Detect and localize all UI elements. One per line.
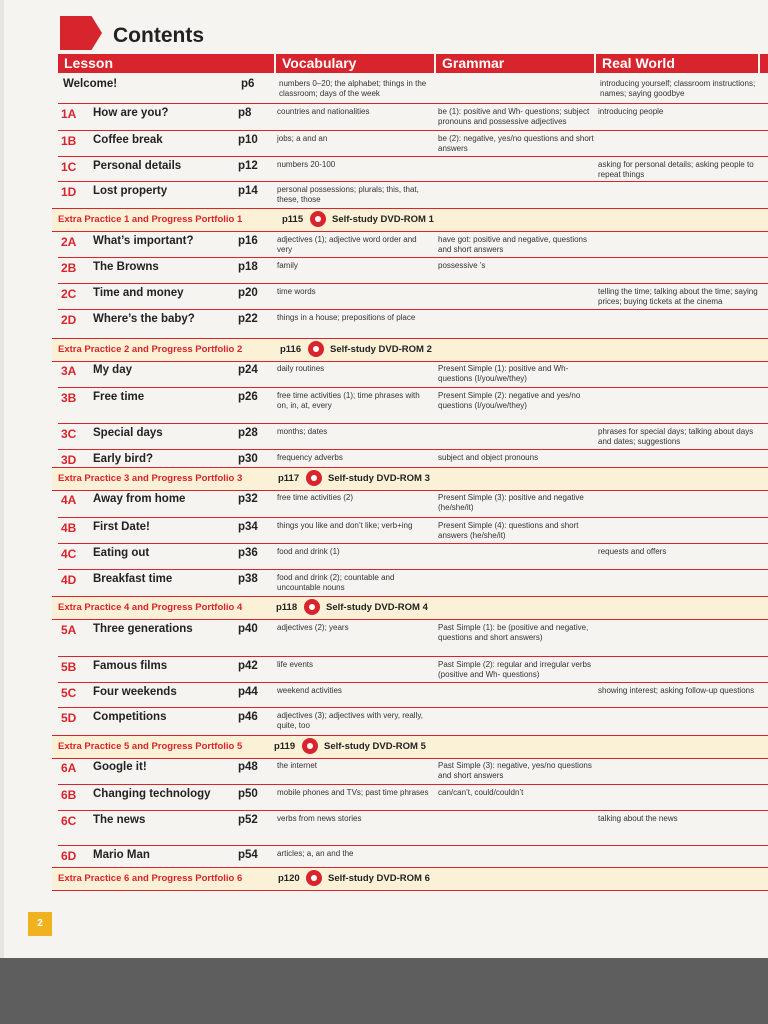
- lesson-code: 6C: [61, 814, 77, 828]
- lesson-name: Time and money: [93, 287, 184, 299]
- extra-practice-page: p119: [274, 741, 296, 752]
- lesson-grammar: Present Simple (2): negative and yes/no questions (I/you/we/they): [438, 391, 581, 410]
- lesson-real-world: telling the time; talking about the time; saying prices; buying tickets at the cinema: [598, 287, 758, 306]
- lesson-page: p48: [238, 761, 258, 773]
- lesson-name: Free time: [93, 391, 145, 403]
- lesson-page: p18: [238, 261, 258, 273]
- lesson-row: [55, 785, 768, 811]
- lesson-code: 1A: [61, 107, 77, 121]
- lesson-row: [55, 361, 768, 387]
- extra-practice-label: Extra Practice 5 and Progress Portfolio 5: [58, 741, 243, 752]
- lesson-code: 2A: [61, 235, 77, 249]
- lesson-code: 6B: [61, 788, 77, 802]
- lesson-name: Lost property: [93, 185, 168, 197]
- lesson-code: 5C: [61, 686, 77, 700]
- lesson-name: Breakfast time: [93, 573, 173, 585]
- lesson-row: [55, 424, 768, 450]
- extra-practice-page: p118: [276, 602, 298, 613]
- lesson-name: First Date!: [93, 521, 150, 533]
- lesson-page: p50: [238, 788, 258, 800]
- lesson-grammar: Present Simple (1): positive and Wh- questions (I/you/we/they): [438, 364, 569, 383]
- lesson-name: Competitions: [93, 711, 167, 723]
- lesson-real-world: introducing people: [598, 107, 664, 116]
- lesson-name: What’s important?: [93, 235, 194, 247]
- extra-practice-bar: [52, 208, 768, 232]
- lesson-vocabulary: food and drink (1): [277, 547, 340, 556]
- lesson-grammar: have got: positive and negative, questions and short answers: [438, 235, 587, 254]
- lesson-code: 2C: [61, 287, 77, 301]
- self-study-dvd-label: Self-study DVD-ROM 1: [332, 214, 434, 225]
- lesson-vocabulary: food and drink (2); countable and uncountable nouns: [277, 573, 395, 592]
- lesson-page: p30: [238, 453, 258, 465]
- page-title: Contents: [113, 24, 204, 47]
- lesson-page: p34: [238, 521, 258, 533]
- extra-practice-page: p116: [280, 344, 302, 355]
- lesson-page: p32: [238, 493, 258, 505]
- lesson-vocabulary: things in a house; prepositions of place: [277, 313, 416, 322]
- lesson-row: [55, 104, 768, 130]
- lesson-vocabulary: free time activities (2): [277, 493, 354, 502]
- lesson-page: p8: [238, 107, 252, 119]
- lesson-name: Special days: [93, 427, 163, 439]
- extra-practice-bar: [52, 338, 768, 362]
- lesson-vocabulary: weekend activities: [277, 686, 342, 695]
- self-study-dvd-label: Self-study DVD-ROM 4: [326, 602, 428, 613]
- lesson-code: 2B: [61, 261, 77, 275]
- extra-practice-label: Extra Practice 2 and Progress Portfolio 2: [58, 344, 243, 355]
- lesson-grammar: Present Simple (3): positive and negative (he/she/it): [438, 493, 584, 512]
- dvd-icon: [302, 738, 318, 754]
- lesson-real-world: talking about the news: [598, 814, 678, 823]
- lesson-row: [55, 811, 768, 837]
- lesson-code: 6A: [61, 761, 77, 775]
- lesson-page: p12: [238, 160, 258, 172]
- lesson-grammar: be (1): positive and Wh- questions; subject pronouns and possessive adjectives: [438, 107, 590, 126]
- lesson-code: 1C: [61, 160, 77, 174]
- lesson-name: My day: [93, 364, 132, 376]
- extra-practice-label: Extra Practice 3 and Progress Portfolio 3: [58, 473, 243, 484]
- scanner-background: [0, 958, 768, 1024]
- lesson-vocabulary: articles; a, an and the: [277, 849, 354, 858]
- lesson-row: [55, 388, 768, 414]
- lesson-grammar: subject and object pronouns: [438, 453, 539, 462]
- lesson-vocabulary: daily routines: [277, 364, 325, 373]
- extra-practice-page: p117: [278, 473, 300, 484]
- lesson-vocabulary: life events: [277, 660, 314, 669]
- lesson-name: The Browns: [93, 261, 159, 273]
- lesson-page: p42: [238, 660, 258, 672]
- lesson-row: [55, 620, 768, 646]
- lesson-name: Where’s the baby?: [93, 313, 195, 325]
- lesson-vocabulary: adjectives (2); years: [277, 623, 349, 632]
- dvd-icon: [308, 341, 324, 357]
- lesson-name: Away from home: [93, 493, 186, 505]
- lesson-name: Famous films: [93, 660, 168, 672]
- self-study-dvd-label: Self-study DVD-ROM 3: [328, 473, 430, 484]
- lesson-vocabulary: the internet: [277, 761, 318, 770]
- lesson-page: p10: [238, 134, 258, 146]
- lesson-vocabulary: mobile phones and TVs; past time phrases: [277, 788, 429, 797]
- lesson-vocabulary: free time activities (1); time phrases with on, in, at, every: [277, 391, 420, 410]
- lesson-page: p28: [238, 427, 258, 439]
- lesson-vocabulary: numbers 20-100: [277, 160, 336, 169]
- extra-practice-page: p120: [278, 873, 300, 884]
- lesson-name: The news: [93, 814, 146, 826]
- self-study-dvd-label: Self-study DVD-ROM 2: [330, 344, 432, 355]
- lesson-name: Changing technology: [93, 788, 211, 800]
- lesson-page: p16: [238, 235, 258, 247]
- lesson-page: p44: [238, 686, 258, 698]
- header-real-world: Real World: [596, 54, 758, 73]
- lesson-name: Eating out: [93, 547, 150, 559]
- lesson-code: 5B: [61, 660, 77, 674]
- extra-practice-page: p115: [282, 214, 304, 225]
- lesson-vocabulary: numbers 0–20; the alphabet; things in the classroom; days of the week: [279, 79, 427, 98]
- lesson-page: p20: [238, 287, 258, 299]
- lesson-page: p40: [238, 623, 258, 635]
- extra-practice-bar: [52, 596, 768, 620]
- lesson-real-world: requests and offers: [598, 547, 667, 556]
- lesson-grammar: can/can’t, could/couldn’t: [438, 788, 524, 797]
- lesson-code: 3D: [61, 453, 77, 467]
- lesson-code: 2D: [61, 313, 77, 327]
- lesson-row: [55, 258, 768, 284]
- header-vocabulary: Vocabulary: [276, 54, 434, 73]
- lesson-page: p36: [238, 547, 258, 559]
- lesson-row: [55, 284, 768, 310]
- lesson-name: Three generations: [93, 623, 193, 635]
- lesson-code: 4C: [61, 547, 77, 561]
- lesson-page: p22: [238, 313, 258, 325]
- lesson-row: [55, 490, 768, 516]
- page-edge: [0, 0, 4, 958]
- lesson-real-world: showing interest; asking follow-up questions: [598, 686, 755, 695]
- lesson-page: p54: [238, 849, 258, 861]
- lesson-grammar: be (2): negative, yes/no questions and short answers: [438, 134, 594, 153]
- corner-tab-decoration: [60, 16, 102, 50]
- lesson-row: [55, 518, 768, 544]
- lesson-code: 5A: [61, 623, 77, 637]
- lesson-code: 3B: [61, 391, 77, 405]
- lesson-page: p52: [238, 814, 258, 826]
- self-study-dvd-label: Self-study DVD-ROM 5: [324, 741, 426, 752]
- lesson-vocabulary: jobs; a and an: [277, 134, 328, 143]
- lesson-code: 5D: [61, 711, 77, 725]
- lesson-page: p14: [238, 185, 258, 197]
- lesson-vocabulary: time words: [277, 287, 316, 296]
- lesson-vocabulary: adjectives (3); adjectives with very, really, quite, too: [277, 711, 423, 730]
- lesson-row: [55, 310, 768, 336]
- lesson-code: 1B: [61, 134, 77, 148]
- header-lesson: Lesson: [58, 54, 274, 73]
- lesson-name: Four weekends: [93, 686, 177, 698]
- lesson-grammar: Past Simple (1): be (positive and negative, questions and short answers): [438, 623, 589, 642]
- lesson-name: Personal details: [93, 160, 182, 172]
- lesson-vocabulary: adjectives (1); adjective word order and very: [277, 235, 417, 254]
- lesson-real-world: phrases for special days; talking about days and dates; suggestions: [598, 427, 754, 446]
- lesson-name: Coffee break: [93, 134, 163, 146]
- lesson-vocabulary: personal possessions; plurals; this, that, these, those: [277, 185, 419, 204]
- lesson-vocabulary: frequency adverbs: [277, 453, 343, 462]
- lesson-page: p24: [238, 364, 258, 376]
- header-grammar: Grammar: [436, 54, 594, 73]
- lesson-grammar: Present Simple (4): questions and short answers (he/she/it): [438, 521, 579, 540]
- self-study-dvd-label: Self-study DVD-ROM 6: [328, 873, 430, 884]
- lesson-real-world: introducing yourself; classroom instructions; names; saying goodbye: [600, 79, 756, 98]
- lesson-row: [55, 758, 768, 784]
- lesson-code: 4B: [61, 521, 77, 535]
- lesson-row: [55, 657, 768, 683]
- lesson-real-world: asking for personal details; asking people to repeat things: [598, 160, 754, 179]
- lesson-code: 3A: [61, 364, 77, 378]
- lesson-grammar: Past Simple (2): regular and irregular verbs (positive and Wh- questions): [438, 660, 591, 679]
- lesson-page: p46: [238, 711, 258, 723]
- lesson-row: [55, 232, 768, 258]
- dvd-icon: [310, 211, 326, 227]
- extra-practice-label: Extra Practice 4 and Progress Portfolio 4: [58, 602, 243, 613]
- lesson-grammar: Past Simple (3): negative, yes/no questions and short answers: [438, 761, 592, 780]
- lesson-vocabulary: countries and nationalities: [277, 107, 370, 116]
- extra-practice-label: Extra Practice 1 and Progress Portfolio 1: [58, 214, 243, 225]
- lesson-name: Welcome!: [63, 78, 118, 90]
- lesson-vocabulary: months; dates: [277, 427, 328, 436]
- lesson-code: 4D: [61, 573, 77, 587]
- lesson-name: How are you?: [93, 107, 169, 119]
- lesson-code: 4A: [61, 493, 77, 507]
- dvd-icon: [304, 599, 320, 615]
- lesson-row: [55, 708, 768, 734]
- dvd-icon: [306, 870, 322, 886]
- lesson-row: [55, 131, 768, 157]
- lesson-row-welcome: [55, 76, 768, 104]
- page-number-badge: 2: [28, 912, 52, 936]
- extra-practice-bar: [52, 467, 768, 491]
- lesson-row: [55, 683, 768, 709]
- lesson-page: p26: [238, 391, 258, 403]
- lesson-row: [55, 544, 768, 570]
- lesson-page: p38: [238, 573, 258, 585]
- lesson-vocabulary: verbs from news stories: [277, 814, 362, 823]
- lesson-vocabulary: family: [277, 261, 298, 270]
- lesson-page: p6: [241, 78, 255, 90]
- lesson-name: Google it!: [93, 761, 147, 773]
- lesson-code: 3C: [61, 427, 77, 441]
- lesson-code: 1D: [61, 185, 77, 199]
- lesson-row: [55, 570, 768, 596]
- extra-practice-bar: [52, 867, 768, 891]
- lesson-vocabulary: things you like and don’t like; verb+ing: [277, 521, 413, 530]
- extra-practice-label: Extra Practice 6 and Progress Portfolio 6: [58, 873, 243, 884]
- lesson-row: [55, 182, 768, 208]
- lesson-grammar: possessive ’s: [438, 261, 486, 270]
- lesson-name: Mario Man: [93, 849, 150, 861]
- header-extra-column: [760, 54, 768, 73]
- dvd-icon: [306, 470, 322, 486]
- lesson-name: Early bird?: [93, 453, 154, 465]
- lesson-row: [55, 157, 768, 183]
- extra-practice-bar: [52, 735, 768, 759]
- lesson-code: 6D: [61, 849, 77, 863]
